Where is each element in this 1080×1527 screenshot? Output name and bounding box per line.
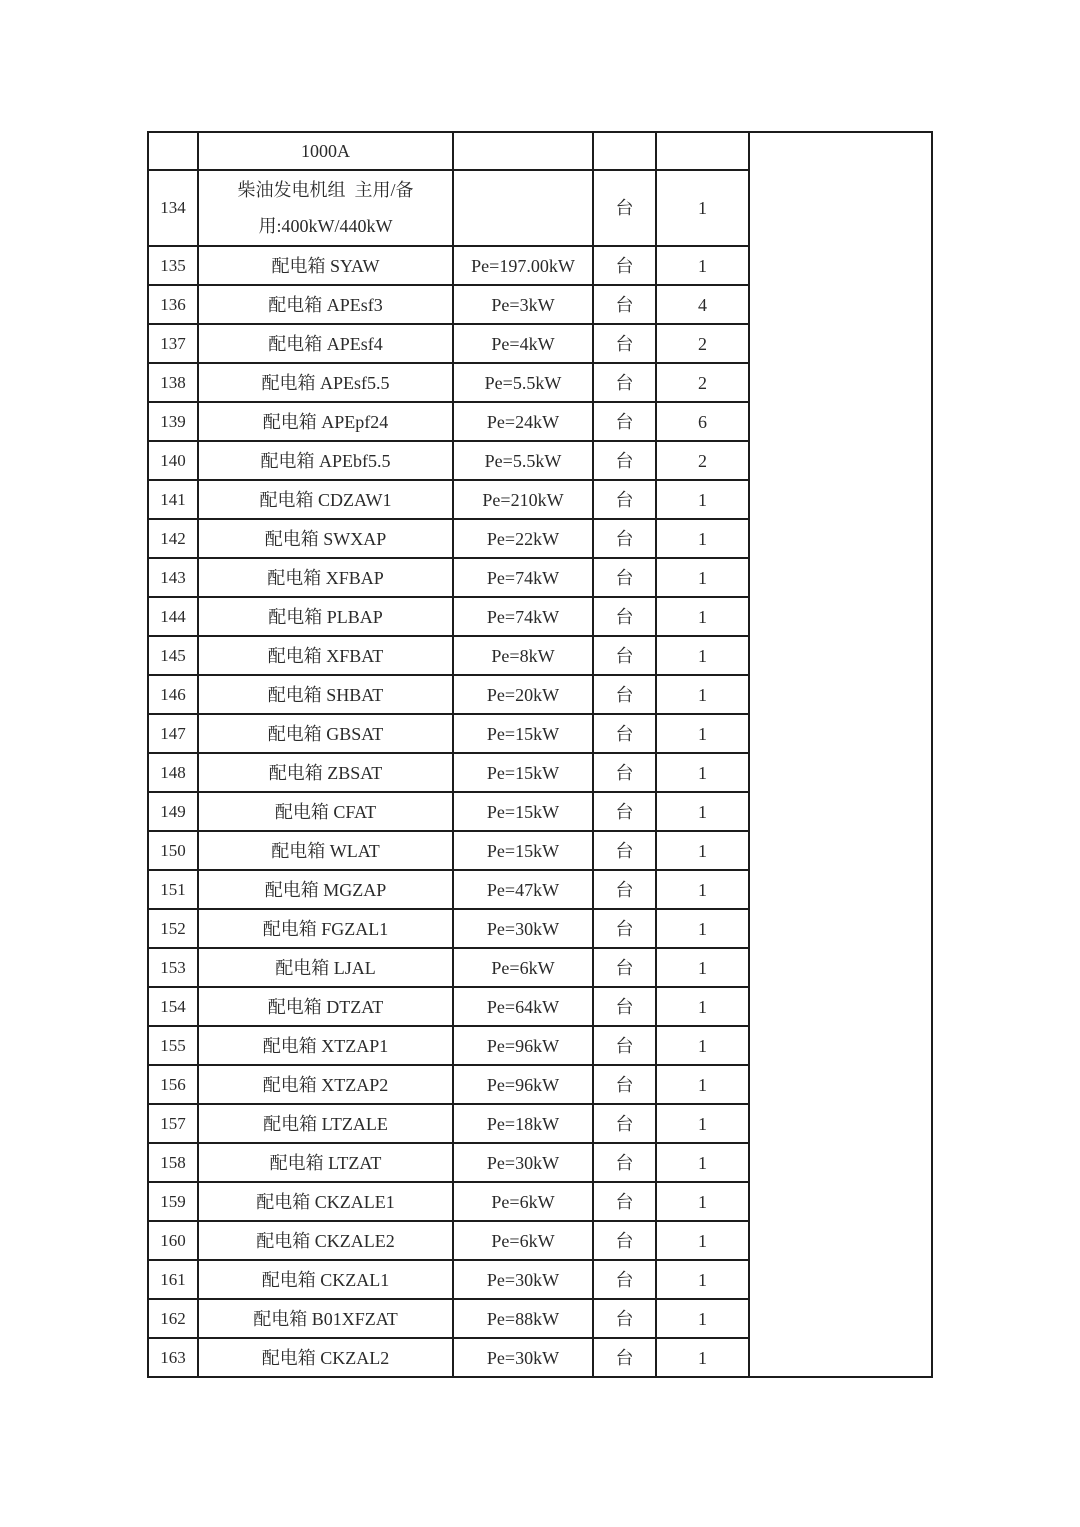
cell-spec: Pe=3kW — [453, 285, 593, 324]
cell-unit: 台 — [593, 597, 656, 636]
cell-qty: 1 — [656, 987, 749, 1026]
cell-name: 配电箱 XTZAP1 — [198, 1026, 453, 1065]
cell-qty: 1 — [656, 1065, 749, 1104]
cell-qty: 1 — [656, 1338, 749, 1377]
cell-qty — [656, 132, 749, 170]
cell-unit: 台 — [593, 246, 656, 285]
cell-name: 配电箱 XTZAP2 — [198, 1065, 453, 1104]
cell-spec: Pe=47kW — [453, 870, 593, 909]
cell-unit: 台 — [593, 363, 656, 402]
cell-unit: 台 — [593, 519, 656, 558]
cell-spec: Pe=15kW — [453, 714, 593, 753]
cell-no: 142 — [148, 519, 198, 558]
cell-qty: 1 — [656, 1221, 749, 1260]
cell-unit: 台 — [593, 480, 656, 519]
cell-unit: 台 — [593, 1143, 656, 1182]
cell-unit: 台 — [593, 170, 656, 246]
cell-unit: 台 — [593, 402, 656, 441]
cell-spec: Pe=22kW — [453, 519, 593, 558]
cell-qty: 2 — [656, 324, 749, 363]
cell-spec: Pe=96kW — [453, 1065, 593, 1104]
cell-unit: 台 — [593, 753, 656, 792]
cell-no: 161 — [148, 1260, 198, 1299]
cell-name: 配电箱 FGZAL1 — [198, 909, 453, 948]
cell-name: 配电箱 APEsf3 — [198, 285, 453, 324]
cell-qty: 1 — [656, 246, 749, 285]
cell-no: 151 — [148, 870, 198, 909]
cell-name: 配电箱 PLBAP — [198, 597, 453, 636]
cell-spec: Pe=5.5kW — [453, 363, 593, 402]
cell-unit: 台 — [593, 1299, 656, 1338]
cell-no: 160 — [148, 1221, 198, 1260]
cell-no: 145 — [148, 636, 198, 675]
cell-unit: 台 — [593, 1221, 656, 1260]
cell-spec: Pe=88kW — [453, 1299, 593, 1338]
cell-spec — [453, 132, 593, 170]
cell-unit: 台 — [593, 1260, 656, 1299]
cell-spec: Pe=74kW — [453, 558, 593, 597]
cell-name: 配电箱 MGZAP — [198, 870, 453, 909]
cell-spec: Pe=96kW — [453, 1026, 593, 1065]
cell-qty: 1 — [656, 753, 749, 792]
cell-unit: 台 — [593, 324, 656, 363]
cell-unit: 台 — [593, 987, 656, 1026]
cell-spec: Pe=30kW — [453, 1143, 593, 1182]
cell-no: 148 — [148, 753, 198, 792]
cell-qty: 1 — [656, 1299, 749, 1338]
cell-name: 配电箱 CDZAW1 — [198, 480, 453, 519]
cell-unit: 台 — [593, 909, 656, 948]
cell-name — [198, 170, 453, 246]
cell-spec: Pe=15kW — [453, 753, 593, 792]
cell-no: 146 — [148, 675, 198, 714]
cell-name: 配电箱 CFAT — [198, 792, 453, 831]
cell-name: 配电箱 SHBAT — [198, 675, 453, 714]
cell-name: 1000A — [198, 132, 453, 170]
cell-no: 138 — [148, 363, 198, 402]
cell-name: 配电箱 SWXAP — [198, 519, 453, 558]
cell-unit: 台 — [593, 831, 656, 870]
cell-no: 149 — [148, 792, 198, 831]
cell-no: 152 — [148, 909, 198, 948]
cell-unit: 台 — [593, 1182, 656, 1221]
cell-spec: Pe=8kW — [453, 636, 593, 675]
cell-qty: 1 — [656, 792, 749, 831]
cell-spec: Pe=30kW — [453, 1338, 593, 1377]
cell-name: 配电箱 GBSAT — [198, 714, 453, 753]
cell-name: 配电箱 SYAW — [198, 246, 453, 285]
cell-unit — [593, 132, 656, 170]
cell-name: 配电箱 APEsf5.5 — [198, 363, 453, 402]
cell-name: 配电箱 APEpf24 — [198, 402, 453, 441]
cell-spec: Pe=20kW — [453, 675, 593, 714]
cell-qty: 1 — [656, 675, 749, 714]
cell-unit: 台 — [593, 714, 656, 753]
cell-no: 156 — [148, 1065, 198, 1104]
cell-unit: 台 — [593, 675, 656, 714]
cell-spec — [453, 170, 593, 246]
cell-no: 158 — [148, 1143, 198, 1182]
cell-spec: Pe=197.00kW — [453, 246, 593, 285]
cell-unit: 台 — [593, 870, 656, 909]
cell-unit: 台 — [593, 1026, 656, 1065]
cell-no: 153 — [148, 948, 198, 987]
cell-spec: Pe=6kW — [453, 1221, 593, 1260]
cell-no: 139 — [148, 402, 198, 441]
cell-qty: 2 — [656, 363, 749, 402]
cell-no: 162 — [148, 1299, 198, 1338]
cell-name: 配电箱 CKZAL2 — [198, 1338, 453, 1377]
cell-no: 141 — [148, 480, 198, 519]
cell-spec: Pe=18kW — [453, 1104, 593, 1143]
cell-qty: 1 — [656, 1260, 749, 1299]
cell-name: 配电箱 WLAT — [198, 831, 453, 870]
cell-qty: 1 — [656, 831, 749, 870]
cell-spec: Pe=24kW — [453, 402, 593, 441]
cell-no: 137 — [148, 324, 198, 363]
cell-unit: 台 — [593, 792, 656, 831]
cell-unit: 台 — [593, 948, 656, 987]
cell-remark — [749, 132, 932, 1377]
cell-qty: 6 — [656, 402, 749, 441]
cell-no: 157 — [148, 1104, 198, 1143]
cell-spec: Pe=15kW — [453, 831, 593, 870]
cell-name: 配电箱 APEsf4 — [198, 324, 453, 363]
cell-name: 配电箱 B01XFZAT — [198, 1299, 453, 1338]
cell-qty: 1 — [656, 870, 749, 909]
cell-no: 154 — [148, 987, 198, 1026]
cell-unit: 台 — [593, 285, 656, 324]
cell-qty: 1 — [656, 519, 749, 558]
cell-qty: 1 — [656, 714, 749, 753]
cell-no: 163 — [148, 1338, 198, 1377]
cell-no: 134 — [148, 170, 198, 246]
cell-name: 配电箱 APEbf5.5 — [198, 441, 453, 480]
cell-unit: 台 — [593, 1104, 656, 1143]
cell-no: 150 — [148, 831, 198, 870]
cell-no: 144 — [148, 597, 198, 636]
cell-unit: 台 — [593, 1065, 656, 1104]
cell-spec: Pe=210kW — [453, 480, 593, 519]
cell-qty: 2 — [656, 441, 749, 480]
cell-spec: Pe=6kW — [453, 948, 593, 987]
cell-name: 配电箱 LJAL — [198, 948, 453, 987]
cell-name: 配电箱 LTZALE — [198, 1104, 453, 1143]
cell-qty: 1 — [656, 1104, 749, 1143]
cell-no: 159 — [148, 1182, 198, 1221]
cell-name: 配电箱 DTZAT — [198, 987, 453, 1026]
cell-qty: 1 — [656, 558, 749, 597]
cell-name: 配电箱 CKZALE1 — [198, 1182, 453, 1221]
cell-name-line: 柴油发电机组 主用/备 — [237, 180, 414, 200]
cell-spec: Pe=6kW — [453, 1182, 593, 1221]
cell-qty: 1 — [656, 1182, 749, 1221]
cell-qty: 4 — [656, 285, 749, 324]
table-body — [148, 132, 932, 1377]
cell-spec: Pe=15kW — [453, 792, 593, 831]
cell-qty: 1 — [656, 636, 749, 675]
cell-unit: 台 — [593, 1338, 656, 1377]
cell-no: 140 — [148, 441, 198, 480]
cell-spec: Pe=4kW — [453, 324, 593, 363]
cell-qty: 1 — [656, 170, 749, 246]
cell-qty: 1 — [656, 948, 749, 987]
cell-name-line: 用:400kW/440kW — [258, 216, 393, 236]
cell-no — [148, 132, 198, 170]
equipment-table — [147, 131, 933, 1378]
cell-spec: Pe=74kW — [453, 597, 593, 636]
cell-unit: 台 — [593, 558, 656, 597]
cell-qty: 1 — [656, 909, 749, 948]
cell-unit: 台 — [593, 636, 656, 675]
cell-no: 136 — [148, 285, 198, 324]
cell-qty: 1 — [656, 480, 749, 519]
cell-spec: Pe=30kW — [453, 1260, 593, 1299]
cell-spec: Pe=30kW — [453, 909, 593, 948]
cell-name: 配电箱 ZBSAT — [198, 753, 453, 792]
cell-qty: 1 — [656, 1143, 749, 1182]
cell-no: 147 — [148, 714, 198, 753]
cell-qty: 1 — [656, 597, 749, 636]
cell-name: 配电箱 LTZAT — [198, 1143, 453, 1182]
cell-unit: 台 — [593, 441, 656, 480]
cell-name: 配电箱 CKZALE2 — [198, 1221, 453, 1260]
cell-name: 配电箱 XFBAT — [198, 636, 453, 675]
cell-name: 配电箱 CKZAL1 — [198, 1260, 453, 1299]
table-row — [148, 132, 932, 170]
cell-spec: Pe=5.5kW — [453, 441, 593, 480]
cell-spec: Pe=64kW — [453, 987, 593, 1026]
cell-qty: 1 — [656, 1026, 749, 1065]
cell-no: 135 — [148, 246, 198, 285]
cell-no: 143 — [148, 558, 198, 597]
cell-name: 配电箱 XFBAP — [198, 558, 453, 597]
cell-no: 155 — [148, 1026, 198, 1065]
